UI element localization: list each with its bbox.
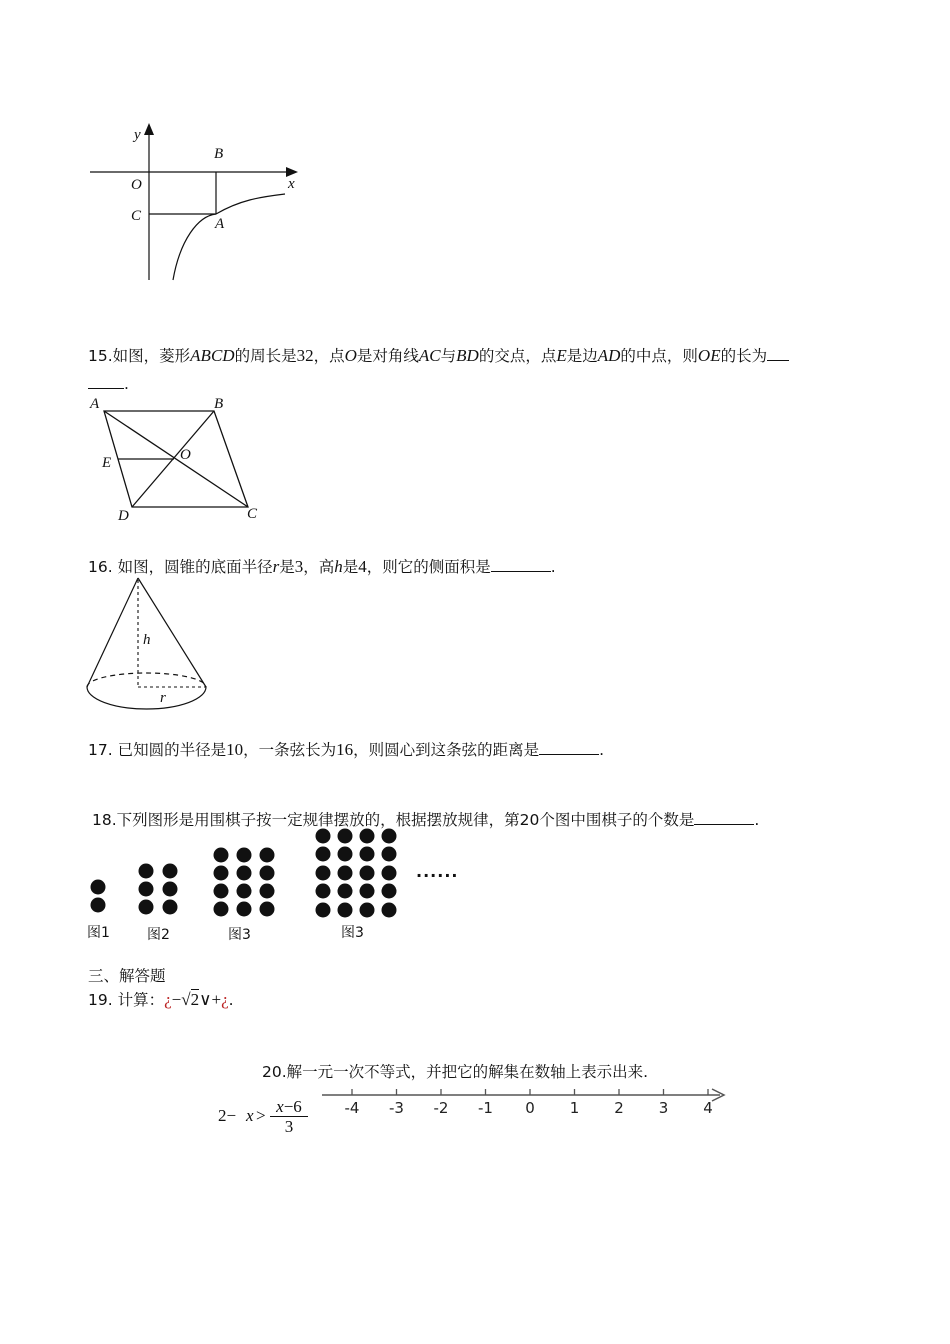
cone-figure [82, 572, 217, 712]
label-c: C [247, 506, 258, 522]
stone [163, 864, 178, 879]
axis-tick-label: -4 [344, 1099, 360, 1117]
rhombus-figure [84, 392, 274, 527]
stone [382, 847, 397, 862]
label-a: A [90, 396, 100, 412]
question-20: 20.解一元一次不等式，并把它的解集在数轴上表示出来. [262, 1063, 649, 1081]
stone [260, 848, 275, 863]
label-h: h [143, 632, 151, 648]
stone [316, 866, 331, 881]
answer-blank [694, 808, 754, 825]
stone [214, 902, 229, 917]
question-18: 18.下列图形是用围棋子按一定规律摆放的，根据摆放规律，第20个图中围棋子的个数是 . [92, 808, 759, 830]
sqrt-sign: √ [181, 990, 191, 1009]
stone [214, 866, 229, 881]
axis-tick-label: 0 [525, 1099, 535, 1117]
stone [360, 903, 375, 918]
label-x: x [288, 176, 295, 192]
go-stones-pattern [84, 826, 464, 922]
pattern-ellipsis: ...... [416, 862, 459, 881]
fraction: x−6 3 [270, 1098, 308, 1137]
label-b: B [214, 396, 224, 412]
stone [316, 884, 331, 899]
stone [316, 829, 331, 844]
stone [237, 866, 252, 881]
stone [382, 884, 397, 899]
stone [237, 902, 252, 917]
stone [237, 848, 252, 863]
stone [382, 866, 397, 881]
caption-fig2: 图2 [147, 927, 170, 943]
stone [338, 866, 353, 881]
stone [360, 847, 375, 862]
stone [260, 866, 275, 881]
stone [91, 880, 106, 895]
stone [214, 884, 229, 899]
question-16: 16. 如图，圆锥的底面半径r是3，高h是4，则它的侧面积是 . [88, 557, 556, 576]
stone [360, 829, 375, 844]
axis-tick-label: 1 [569, 1099, 580, 1117]
axis-tick-label: 4 [703, 1099, 713, 1117]
label-b: B [214, 146, 224, 162]
stone [338, 847, 353, 862]
caption-fig1: 图1 [87, 925, 110, 941]
stone [382, 903, 397, 918]
section-title: 三、解答题 [88, 967, 166, 985]
cone-base-front [87, 687, 206, 709]
stone [214, 848, 229, 863]
stone [316, 847, 331, 862]
answer-blank [491, 555, 551, 572]
y-axis-arrow [144, 123, 154, 135]
label-y: y [134, 127, 141, 143]
stone [91, 898, 106, 913]
stone [360, 866, 375, 881]
number-line [320, 1082, 730, 1122]
stone [338, 829, 353, 844]
answer-blank [767, 344, 789, 361]
label-c: C [131, 208, 142, 224]
label-d: D [118, 508, 129, 524]
stone [338, 903, 353, 918]
answer-blank [88, 372, 124, 389]
q14-coordinate-figure [80, 120, 310, 290]
stone [237, 884, 252, 899]
question-19: 19. 计算：¿−√2∨+¿. [88, 990, 234, 1009]
cone-base-back [87, 673, 206, 687]
question-15-cont: . [88, 372, 129, 394]
label-o: O [131, 177, 142, 193]
label-r: r [160, 690, 166, 706]
answer-blank [539, 738, 599, 755]
stone [316, 903, 331, 918]
axis-tick-label: 2 [614, 1099, 624, 1117]
stone [260, 902, 275, 917]
stone [360, 884, 375, 899]
axis-ticks [345, 1089, 713, 1117]
stone [139, 864, 154, 879]
axis-tick-label: -1 [478, 1099, 493, 1117]
cone-left-edge [87, 578, 138, 687]
stone [139, 900, 154, 915]
question-17: 17. 已知圆的半径是10，一条弦长为16，则圆心到这条弦的距离是 . [88, 740, 605, 759]
stone [163, 900, 178, 915]
label-o: O [180, 447, 191, 463]
label-a: A [215, 216, 225, 232]
question-15: 15.如图，菱形ABCD的周长是32，点O是对角线AC与BD的交点，点E是边AD的中点，则OE的长为 [88, 344, 789, 366]
hyperbola-curve [173, 194, 285, 280]
stone [163, 882, 178, 897]
stone [139, 882, 154, 897]
caption-fig3: 图3 [228, 927, 251, 943]
stone [260, 884, 275, 899]
label-e: E [102, 455, 112, 471]
stone [382, 829, 397, 844]
axis-tick-label: -3 [389, 1099, 404, 1117]
stone [338, 884, 353, 899]
axis-tick-label: 3 [658, 1099, 669, 1117]
axis-tick-label: -2 [433, 1099, 449, 1117]
caption-fig4: 图3 [341, 925, 364, 941]
